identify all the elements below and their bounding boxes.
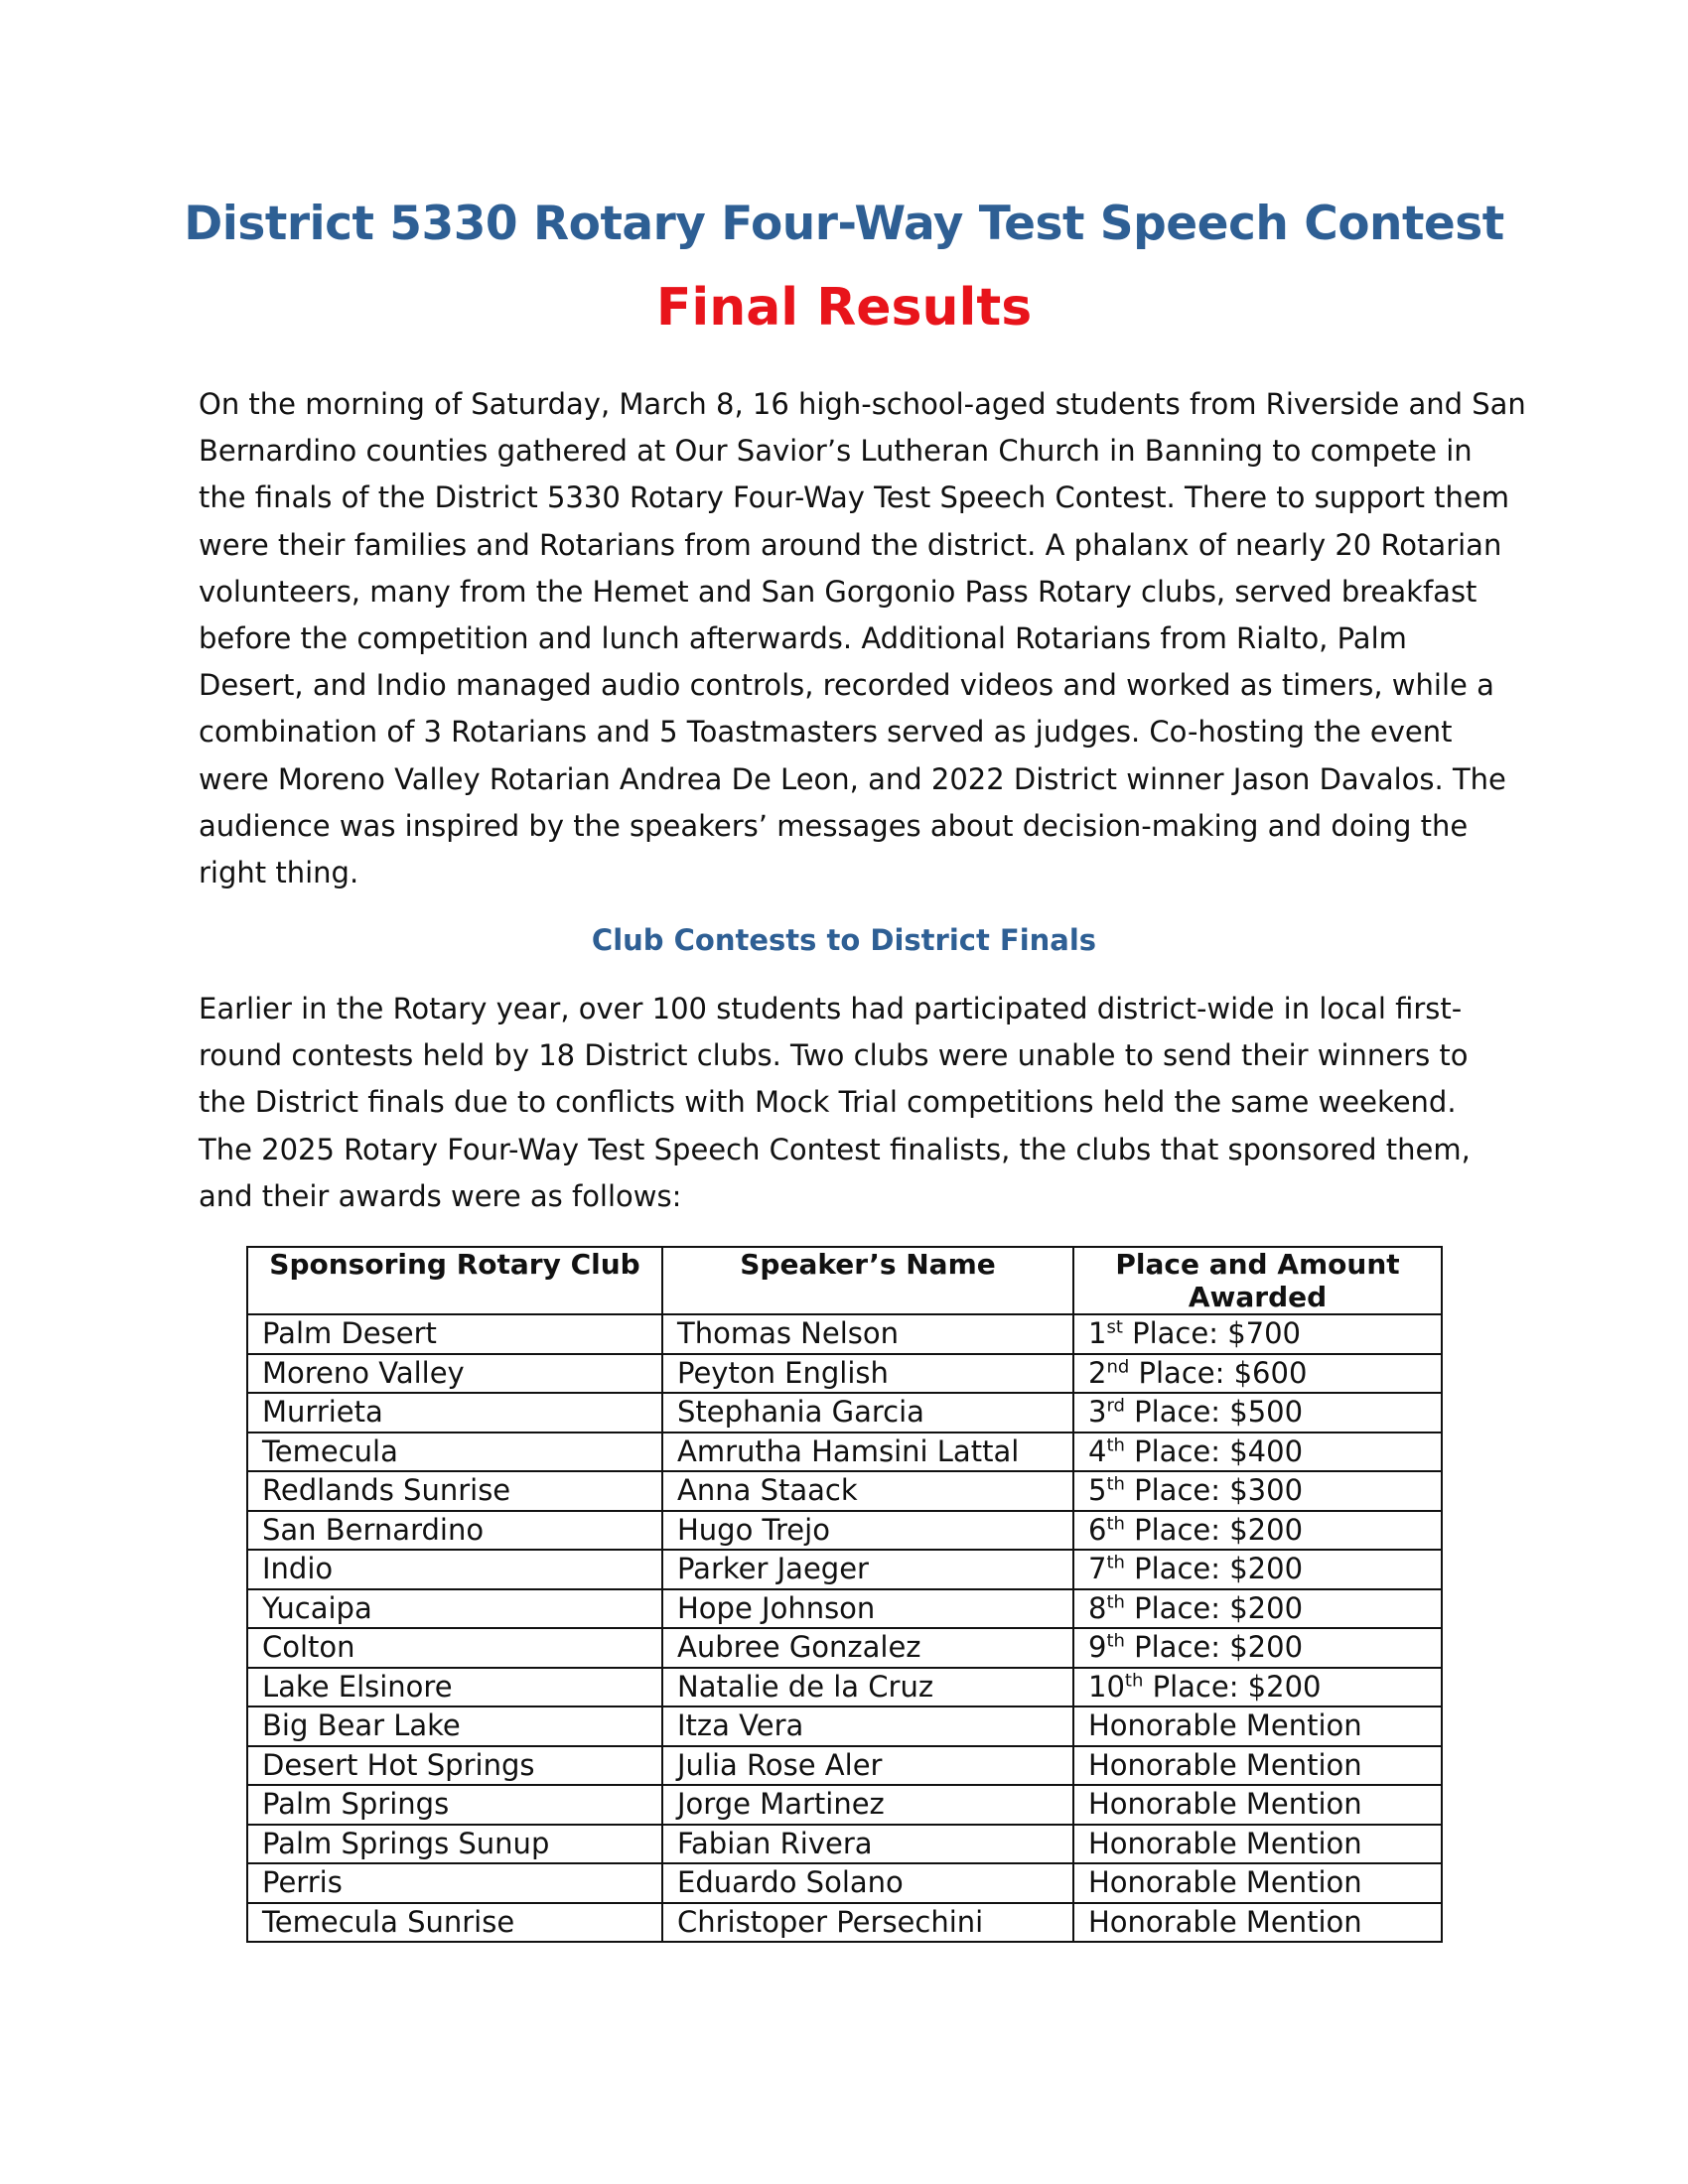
award-cell xyxy=(1073,1668,1442,1707)
speaker-cell: Parker Jaeger xyxy=(662,1550,1073,1589)
award-text: Honorable Mention xyxy=(1088,1787,1362,1822)
speaker-cell: Peyton English xyxy=(662,1354,1073,1394)
award-text: Place: $200 xyxy=(1124,1630,1304,1665)
club-cell: San Bernardino xyxy=(247,1511,662,1551)
table-row xyxy=(247,1314,1442,1354)
table-row xyxy=(247,1511,1442,1551)
table-row xyxy=(247,1825,1442,1864)
paragraph-line: right thing. xyxy=(199,856,359,890)
speaker-cell: Amrutha Hamsini Lattal xyxy=(662,1433,1073,1472)
club-cell: Moreno Valley xyxy=(247,1354,662,1394)
table-row xyxy=(247,1903,1442,1943)
table-row xyxy=(247,1393,1442,1433)
club-cell: Lake Elsinore xyxy=(247,1668,662,1707)
award-text: Place: $400 xyxy=(1124,1433,1304,1468)
table-row xyxy=(247,1785,1442,1825)
paragraph-line: Desert, and Indio managed audio controls, recorded videos and worked as timers, while a xyxy=(199,668,1494,703)
club-cell: Big Bear Lake xyxy=(247,1706,662,1746)
place-suffix: th xyxy=(1106,1630,1125,1652)
paragraph-line: were their families and Rotarians from around the district. A phalanx of nearly 20 Rotarian xyxy=(199,527,1502,562)
paragraph-line: before the competition and lunch afterwards. Additional Rotarians from Rialto, Palm xyxy=(199,621,1407,656)
place-suffix: nd xyxy=(1106,1356,1130,1378)
award-cell xyxy=(1073,1825,1442,1864)
club-cell: Palm Springs Sunup xyxy=(247,1825,662,1864)
results-table xyxy=(246,1246,1443,1943)
table-row xyxy=(247,1706,1442,1746)
award-cell xyxy=(1073,1628,1442,1668)
award-cell xyxy=(1073,1785,1442,1825)
club-cell: Temecula xyxy=(247,1433,662,1472)
table-row xyxy=(247,1746,1442,1786)
header-award-line1: Place and Amount xyxy=(1115,1248,1400,1281)
section-paragraph xyxy=(199,986,1499,1220)
award-text: Honorable Mention xyxy=(1088,1747,1362,1782)
award-cell xyxy=(1073,1589,1442,1629)
table-row xyxy=(247,1628,1442,1668)
table-row xyxy=(247,1668,1442,1707)
award-cell xyxy=(1073,1746,1442,1786)
table-row xyxy=(247,1471,1442,1511)
award-text: Place: $700 xyxy=(1122,1316,1302,1351)
place-number: 1 xyxy=(1088,1316,1107,1351)
award-text: Place: $500 xyxy=(1124,1395,1304,1430)
award-text: Honorable Mention xyxy=(1088,1826,1362,1860)
award-cell xyxy=(1073,1354,1442,1394)
speaker-cell: Aubree Gonzalez xyxy=(662,1628,1073,1668)
header-speaker: Speaker’s Name xyxy=(662,1247,1073,1314)
award-cell xyxy=(1073,1706,1442,1746)
place-suffix: rd xyxy=(1106,1395,1125,1417)
place-number: 7 xyxy=(1088,1552,1107,1586)
award-text: Place: $200 xyxy=(1124,1512,1304,1547)
club-cell: Colton xyxy=(247,1628,662,1668)
place-number: 5 xyxy=(1088,1473,1107,1508)
place-suffix: th xyxy=(1124,1670,1144,1692)
table-row xyxy=(247,1589,1442,1629)
page-subtitle: Final Results xyxy=(655,278,1033,338)
paragraph-line: volunteers, many from the Hemet and San Gorgonio Pass Rotary clubs, served breakfast xyxy=(199,574,1477,609)
award-text: Place: $300 xyxy=(1124,1473,1304,1508)
place-number: 4 xyxy=(1088,1433,1107,1468)
speaker-cell: Natalie de la Cruz xyxy=(662,1668,1073,1707)
page-title: District 5330 Rotary Four-Way Test Speech Contest xyxy=(184,197,1504,251)
paragraph-line: combination of 3 Rotarians and 5 Toastmasters served as judges. Co-hosting the event xyxy=(199,715,1453,750)
paragraph-line: audience was inspired by the speakers’ messages about decision-making and doing the xyxy=(199,808,1469,843)
award-cell xyxy=(1073,1471,1442,1511)
award-text: Place: $200 xyxy=(1124,1552,1304,1586)
club-cell: Perris xyxy=(247,1863,662,1903)
club-cell: Indio xyxy=(247,1550,662,1589)
award-cell xyxy=(1073,1393,1442,1433)
place-suffix: th xyxy=(1106,1434,1125,1456)
section-heading: Club Contests to District Finals xyxy=(591,923,1097,957)
award-cell xyxy=(1073,1433,1442,1472)
speaker-cell: Christoper Persechini xyxy=(662,1903,1073,1943)
paragraph-line: The 2025 Rotary Four-Way Test Speech Contest finalists, the clubs that sponsored them, xyxy=(199,1132,1471,1166)
place-suffix: th xyxy=(1106,1552,1125,1573)
paragraph-line: the District finals due to conflicts with Mock Trial competitions held the same weekend. xyxy=(199,1085,1457,1120)
club-cell: Yucaipa xyxy=(247,1589,662,1629)
award-cell xyxy=(1073,1314,1442,1354)
award-text: Place: $600 xyxy=(1129,1355,1308,1390)
place-number: 6 xyxy=(1088,1512,1107,1547)
club-cell: Murrieta xyxy=(247,1393,662,1433)
place-number: 8 xyxy=(1088,1590,1107,1625)
award-cell xyxy=(1073,1903,1442,1943)
club-cell: Palm Springs xyxy=(247,1785,662,1825)
table-row xyxy=(247,1354,1442,1394)
award-cell xyxy=(1073,1550,1442,1589)
table-row xyxy=(247,1550,1442,1589)
place-number: 3 xyxy=(1088,1395,1107,1430)
club-cell: Temecula Sunrise xyxy=(247,1903,662,1943)
table-row xyxy=(247,1863,1442,1903)
paragraph-line: the finals of the District 5330 Rotary Four-Way Test Speech Contest. There to support them xyxy=(199,480,1510,515)
place-number: 10 xyxy=(1088,1669,1125,1704)
paragraph-line: Earlier in the Rotary year, over 100 students had participated district-wide in local first- xyxy=(199,992,1463,1025)
table-header-row xyxy=(247,1247,1442,1314)
award-text: Honorable Mention xyxy=(1088,1865,1362,1900)
place-suffix: th xyxy=(1106,1473,1125,1495)
speaker-cell: Hugo Trejo xyxy=(662,1511,1073,1551)
place-suffix: st xyxy=(1106,1316,1123,1338)
speaker-cell: Jorge Martinez xyxy=(662,1785,1073,1825)
place-number: 2 xyxy=(1088,1355,1107,1390)
header-award-line2: Awarded xyxy=(1188,1281,1328,1313)
award-cell xyxy=(1073,1511,1442,1551)
speaker-cell: Eduardo Solano xyxy=(662,1863,1073,1903)
speaker-cell: Fabian Rivera xyxy=(662,1825,1073,1864)
speaker-cell: Hope Johnson xyxy=(662,1589,1073,1629)
club-cell: Palm Desert xyxy=(247,1314,662,1354)
paragraph-line: On the morning of Saturday, March 8, 16 high-school-aged students from Riverside and San xyxy=(199,387,1526,421)
speaker-cell: Stephania Garcia xyxy=(662,1393,1073,1433)
results-body xyxy=(247,1314,1442,1942)
award-text: Honorable Mention xyxy=(1088,1708,1362,1743)
paragraph-line: Bernardino counties gathered at Our Savior’s Lutheran Church in Banning to compete in xyxy=(199,434,1473,469)
club-cell: Redlands Sunrise xyxy=(247,1471,662,1511)
speaker-cell: Anna Staack xyxy=(662,1471,1073,1511)
table-row xyxy=(247,1433,1442,1472)
speaker-cell: Itza Vera xyxy=(662,1706,1073,1746)
place-suffix: th xyxy=(1106,1513,1125,1535)
award-text: Place: $200 xyxy=(1143,1669,1322,1704)
paragraph-line: round contests held by 18 District clubs. Two clubs were unable to send their winners to xyxy=(199,1038,1469,1073)
place-suffix: th xyxy=(1106,1591,1125,1613)
paragraph-line: and their awards were as follows: xyxy=(199,1178,682,1213)
award-text: Place: $200 xyxy=(1124,1590,1304,1625)
header-award xyxy=(1073,1247,1442,1314)
paragraph-line: were Moreno Valley Rotarian Andrea De Leon, and 2022 District winner Jason Davalos. The xyxy=(199,761,1506,796)
place-number: 9 xyxy=(1088,1630,1107,1665)
award-text: Honorable Mention xyxy=(1088,1904,1362,1939)
intro-paragraph xyxy=(199,381,1526,896)
speaker-cell: Julia Rose Aler xyxy=(662,1746,1073,1786)
club-cell: Desert Hot Springs xyxy=(247,1746,662,1786)
award-cell xyxy=(1073,1863,1442,1903)
header-club: Sponsoring Rotary Club xyxy=(247,1247,662,1314)
speaker-cell: Thomas Nelson xyxy=(662,1314,1073,1354)
